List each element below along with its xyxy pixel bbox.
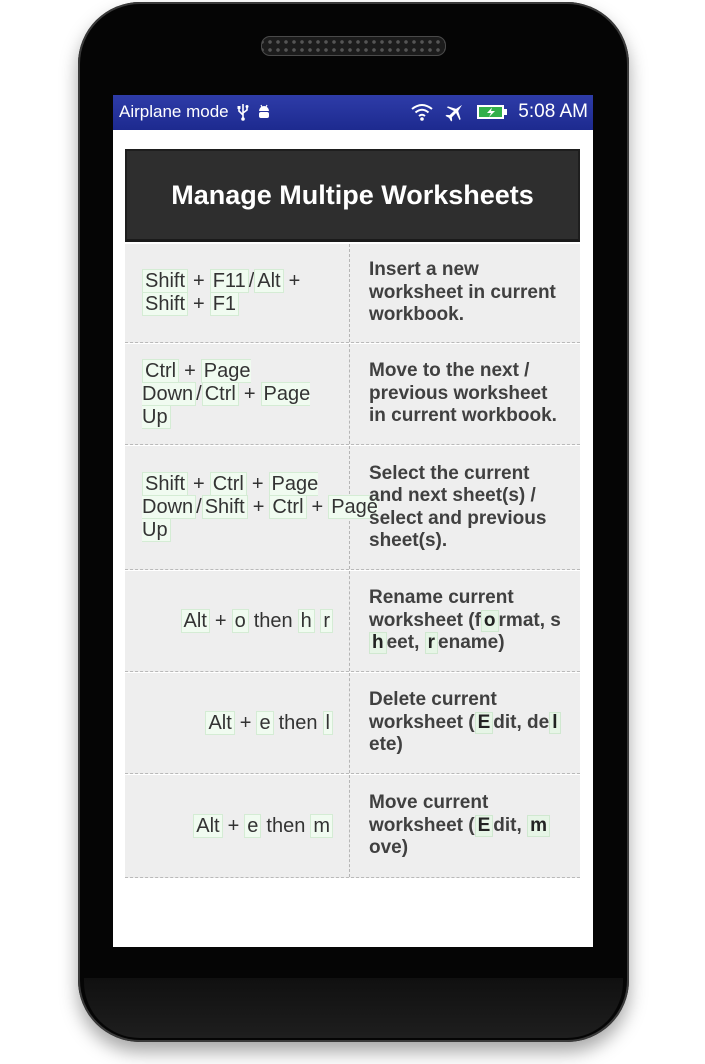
key: Alt (254, 269, 283, 293)
phone-chin (84, 978, 623, 1038)
key: o (232, 609, 249, 633)
plus-sign: + (252, 496, 265, 518)
plus-sign: + (214, 609, 227, 632)
hotkey-letter: m (527, 815, 550, 837)
then-label: then (278, 711, 318, 734)
hotkey-letter: E (475, 815, 494, 837)
page-title: Manage Multipe Worksheets (171, 179, 534, 210)
airplane-icon (444, 101, 466, 123)
key: Ctrl (142, 359, 179, 383)
plus-sign: + (184, 359, 196, 382)
key: Shift (142, 292, 188, 316)
key: Ctrl (210, 472, 247, 496)
desc-text: dit, (493, 814, 528, 836)
key: e (256, 711, 273, 735)
shortcut-sheet (125, 149, 580, 878)
hotkey-letter: h (369, 632, 387, 654)
usb-icon (237, 103, 249, 121)
shortcut-keys-cell (125, 344, 350, 444)
shortcut-description (350, 571, 580, 671)
hotkey-letter: l (549, 712, 560, 734)
table-row (125, 570, 580, 672)
desc-text: ete) (369, 734, 403, 756)
shortcut-keys-cell (125, 775, 350, 877)
table-row (125, 774, 580, 878)
battery-charging-icon (476, 103, 508, 121)
desc-text: rmat, s (498, 609, 561, 631)
key: F11 (210, 269, 249, 293)
hotkey-letter: o (481, 610, 499, 632)
desc-text: Rename current worksheet (f (369, 587, 514, 631)
hotkey-letter: E (475, 712, 494, 734)
key: Shift (142, 269, 188, 293)
table-row (125, 672, 580, 774)
key: Alt (205, 711, 234, 735)
plus-sign: + (288, 270, 301, 292)
key: Shift (202, 495, 248, 519)
shortcut-description (350, 775, 580, 877)
key: h (298, 609, 315, 633)
desc-text: Delete current worksheet ( (369, 689, 497, 733)
key: Page Down (142, 359, 251, 405)
plus-sign: + (193, 293, 205, 315)
then-label: then (266, 814, 306, 837)
key: Page Down (142, 473, 319, 518)
then-label: then (253, 609, 293, 632)
shortcut-keys-cell (125, 446, 378, 569)
clock: 5:08 AM (518, 101, 588, 122)
key: Alt (193, 814, 222, 838)
plus-sign: + (239, 711, 252, 734)
key: r (320, 609, 333, 633)
table-row (125, 445, 580, 570)
key: e (244, 814, 261, 838)
key: Page Up (142, 382, 311, 428)
key: Shift (142, 472, 188, 496)
table-row (125, 244, 580, 343)
shortcut-keys-cell (125, 673, 350, 773)
plus-sign: + (227, 814, 240, 837)
wifi-icon (410, 102, 434, 122)
plus-sign: + (193, 473, 205, 495)
key: Alt (181, 609, 210, 633)
earpiece-speaker (261, 36, 446, 56)
desc-text: Move current worksheet ( (369, 792, 489, 836)
key: m (310, 814, 333, 838)
screen (113, 95, 593, 947)
separator: / (196, 496, 202, 518)
airplane-mode-label: Airplane mode (119, 102, 229, 121)
hotkey-letter: r (425, 632, 438, 654)
plus-sign: + (251, 473, 264, 495)
table-row (125, 343, 580, 445)
plus-sign: + (311, 496, 324, 518)
separator: / (196, 382, 202, 405)
shortcut-table (125, 242, 580, 878)
plus-sign: + (193, 270, 205, 292)
shortcut-keys-cell (125, 571, 350, 671)
desc-text: ename) (438, 632, 505, 654)
key: l (323, 711, 333, 735)
plus-sign: + (243, 382, 256, 405)
shortcut-keys-cell (125, 244, 350, 342)
key: Ctrl (202, 382, 239, 406)
shortcut-description: Insert a new worksheet in current workbook. (369, 259, 556, 326)
status-bar (113, 95, 593, 130)
desc-text: dit, de (493, 711, 550, 733)
page-title-box (125, 149, 580, 242)
desc-text: ove) (369, 837, 409, 859)
shortcut-description: Select the current and next sheet(s) / select and previous sheet(s). (369, 462, 547, 551)
shortcut-description (350, 673, 580, 773)
key: F1 (210, 292, 239, 316)
shortcut-description: Move to the next / previous worksheet in current workbook. (369, 360, 557, 427)
separator: / (248, 270, 255, 292)
key: Page Up (142, 496, 378, 541)
key: Ctrl (269, 495, 306, 519)
desc-text: eet, (386, 632, 425, 654)
android-debug-icon (257, 103, 271, 121)
